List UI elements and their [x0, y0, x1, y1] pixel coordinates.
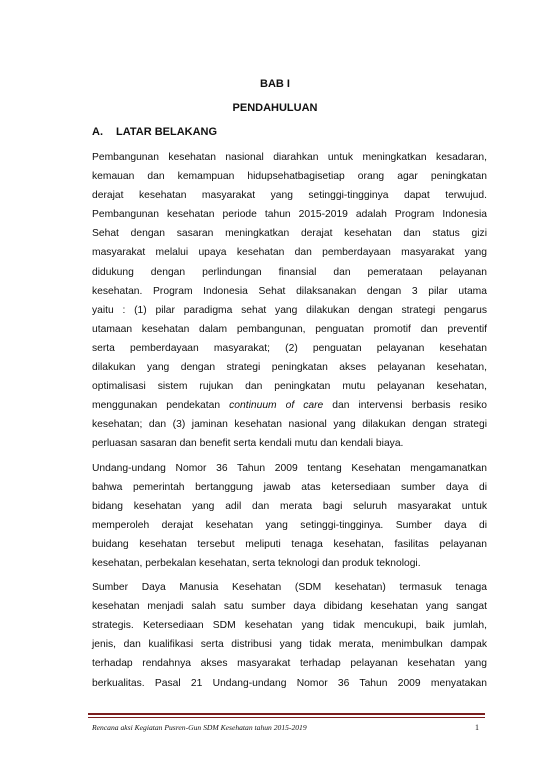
text-line: Sehat dengan sasaran meningkatkan derajat kesehatan dan status gizi — [92, 228, 487, 240]
text-line: perluasan sasaran dan benefit serta kendali mutu dan kendali biaya. — [92, 438, 404, 450]
text-line: strategis. Ketersediaan SDM kesehatan yang tidak mencukupi, baik jumlah, — [92, 620, 487, 632]
text-line: Pembangunan kesehatan nasional diarahkan untuk meningkatkan kesadaran, — [92, 152, 487, 163]
text-line: dilakukan yang dengan strategi peningkatan akses pelayanan kesehatan, — [92, 362, 487, 374]
text-line: Pembangunan kesehatan periode tahun 2015-2019 adalah Program Indonesia — [92, 209, 487, 221]
text-line: berkualitas. Pasal 21 Undang-undang Nomor 36 Tahun 2009 menyatakan — [92, 677, 487, 689]
paragraph — [92, 459, 487, 574]
footer-text: Rencana aksi Kegiatan Pusren-Gun SDM Kesehatan tahun 2015-2019 — [92, 723, 307, 732]
section-heading — [92, 126, 217, 138]
text-line: kemauan dan kemampuan hidupsehatbagisetiap orang agar peningkatan — [92, 171, 487, 183]
text-line: bidang kesehatan yang adil dan merata bagi seluruh masyarakat untuk — [92, 500, 487, 512]
text-line: kesehatan, perbekalan kesehatan, serta teknologi dan produk teknologi. — [92, 557, 421, 569]
text-line: serta pemberdayaan masyarakat; (2) penguatan pelayanan kesehatan — [92, 342, 487, 354]
text-line: Undang-undang Nomor 36 Tahun 2009 tentang Kesehatan mengamanatkan — [92, 462, 487, 474]
text-line: didukung dengan perlindungan finansial dan pemerataan pelayanan — [92, 266, 487, 278]
text-line: yaitu : (1) pilar paradigma sehat yang dilakukan dengan strategi pengarus — [92, 304, 487, 316]
text-line: utamaan kesehatan dalam pembangunan, penguatan promotif dan preventif — [92, 323, 487, 335]
text-line: Sumber Daya Manusia Kesehatan (SDM kesehatan) termasuk tenaga — [92, 582, 487, 594]
text-line: bahwa pemerintah bertanggung jawab atas ketersediaan sumber daya di — [92, 481, 487, 493]
paragraph — [92, 148, 487, 454]
text-line: kesehatan; dan (3) jaminan kesehatan nasional yang dilakukan dengan strategi — [92, 419, 487, 431]
text-line: derajat kesehatan masyarakat yang setinggi-tingginya dapat terwujud. — [92, 190, 487, 202]
text-line: buidang kesehatan tersebut meliputi tenaga kesehatan, fasilitas pelayanan — [92, 538, 487, 550]
section-number: A. — [92, 126, 103, 138]
document-body — [92, 148, 487, 698]
chapter-label: BAB I — [260, 78, 290, 90]
text-line: kesehatan. Program Indonesia Sehat dilaksanakan dengan 3 pilar utama — [92, 285, 487, 297]
text-line: terhadap rendahnya akses masyarakat terhadap pelayanan kesehatan yang — [92, 658, 487, 670]
text-line: optimalisasi sistem rujukan dan peningkatan mutu pelayanan kesehatan, — [92, 381, 487, 393]
text-line: jenis, dan kualifikasi serta distribusi yang tidak merata, menimbulkan dampak — [92, 639, 487, 651]
page-number: 1 — [475, 723, 479, 732]
footer-divider-thin — [88, 717, 485, 718]
section-title: LATAR BELAKANG — [116, 126, 218, 138]
text-line: menggunakan pendekatan continuum of care dan intervensi berbasis resiko — [92, 400, 487, 412]
text-line: kesehatan menjadi salah satu sumber daya dibidang kesehatan yang sangat — [92, 601, 487, 613]
footer-divider — [88, 713, 485, 715]
paragraph — [92, 578, 487, 693]
italic-term: continuum of care — [229, 400, 324, 412]
chapter-title: PENDAHULUAN — [232, 102, 318, 114]
text-line: masyarakat melalui upaya kesehatan dan pemberdayaan masyarakat yang — [92, 247, 487, 259]
text-line: memperoleh derajat kesehatan yang setinggi-tingginya. Sumber daya di — [92, 519, 487, 531]
